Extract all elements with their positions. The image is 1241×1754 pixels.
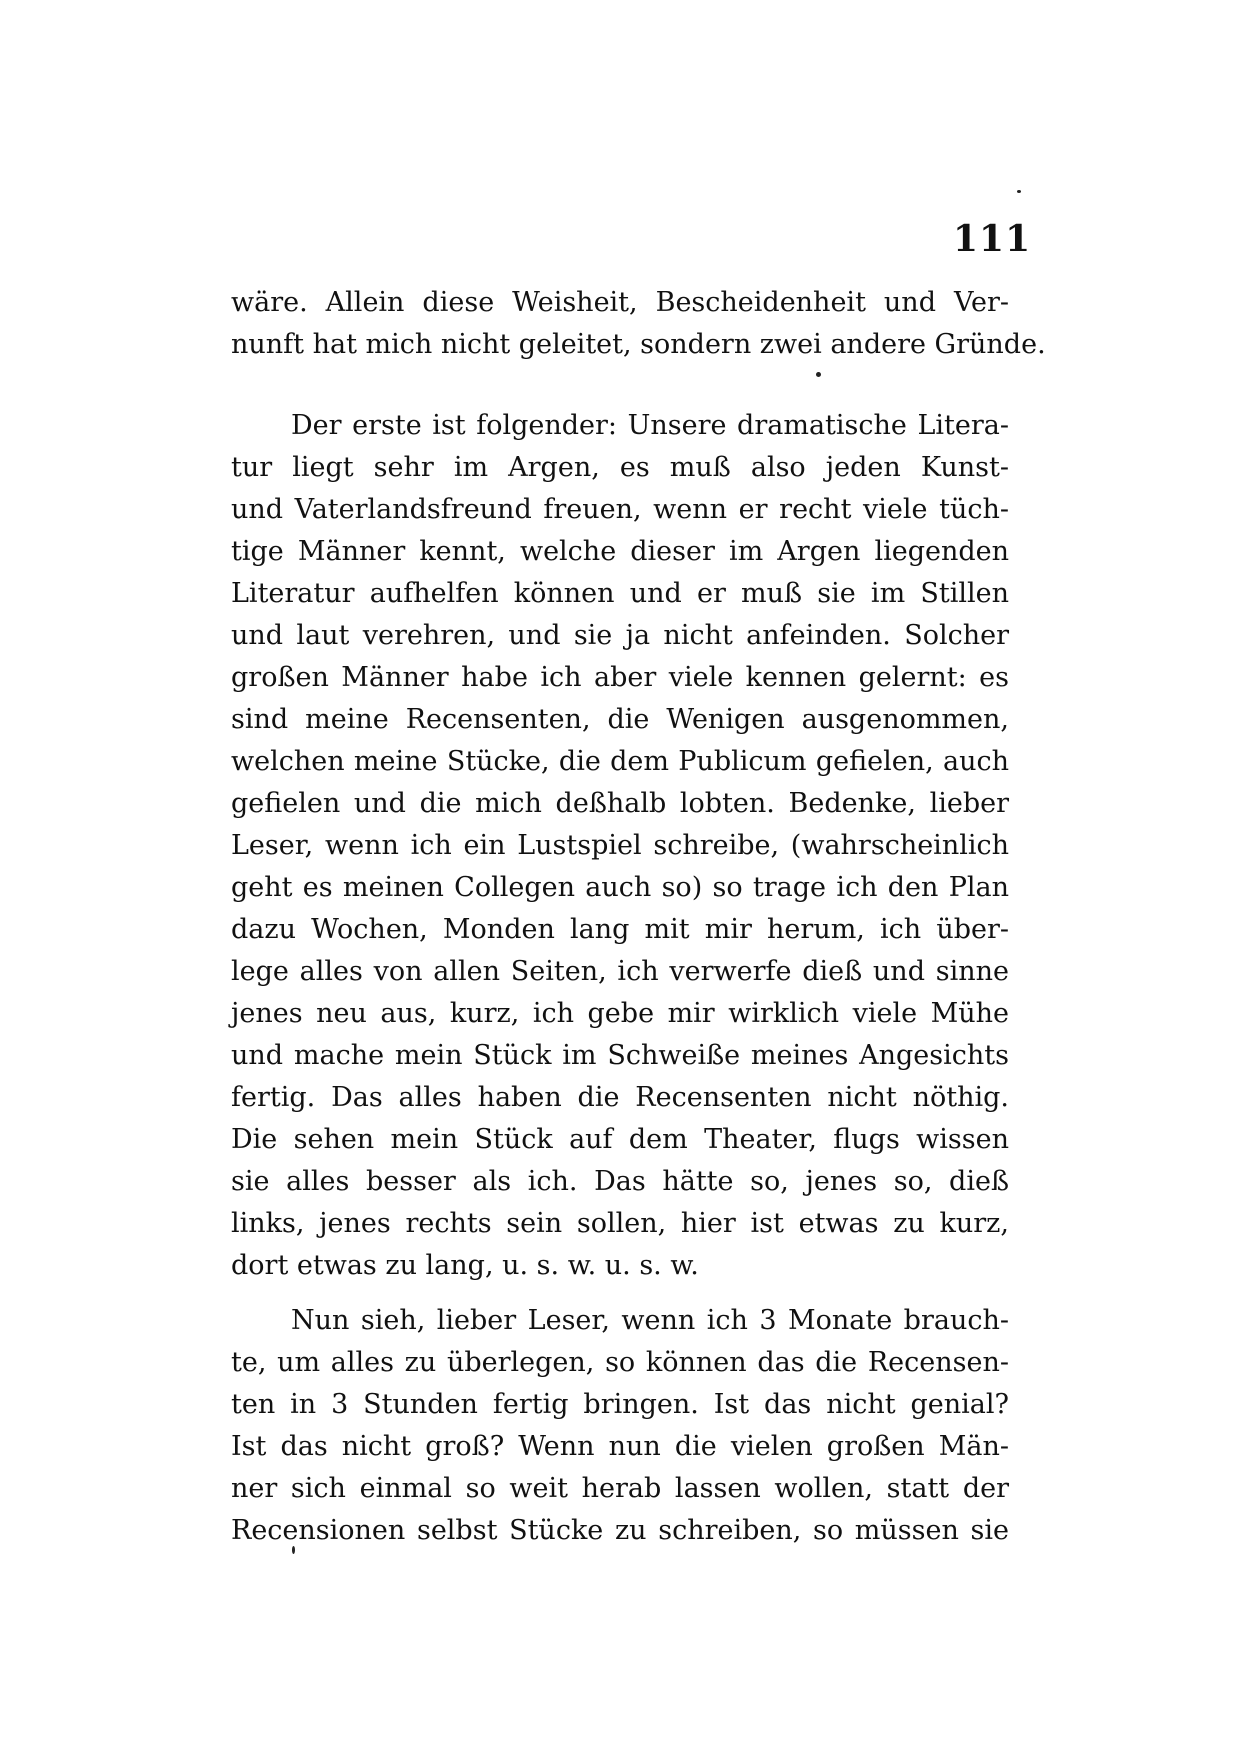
text-line: lege alles von allen Seiten, ich verwerfe dieß und sinne [231, 956, 1009, 987]
text-line: dort etwas zu lang, u. s. w. u. s. w. [231, 1250, 699, 1281]
text-line: dazu Wochen, Monden lang mit mir herum, ich über- [231, 914, 1009, 945]
text-line: Der erste ist folgender: Unsere dramatische Litera- [291, 410, 1009, 441]
text-line: Nun sieh, lieber Leser, wenn ich 3 Monate brauch- [291, 1305, 1009, 1336]
text-line: welchen meine Stücke, die dem Publicum gefielen, auch [231, 746, 1009, 777]
text-line: te, um alles zu überlegen, so können das die Recensen- [231, 1347, 1009, 1378]
text-line: Leser, wenn ich ein Lustspiel schreibe, (wahrscheinlich [231, 830, 1009, 861]
paragraph-3 [231, 1300, 1009, 1552]
text-line: tur liegt sehr im Argen, es muß also jeden Kunst- [231, 452, 1009, 483]
text-line: nunft hat mich nicht geleitet, sondern zwei andere Gründe. [231, 329, 1046, 360]
text-line: sind meine Recensenten, die Wenigen ausgenommen, [231, 704, 1009, 735]
text-line: ten in 3 Stunden fertig bringen. Ist das nicht genial? [231, 1389, 1009, 1420]
text-line: fertig. Das alles haben die Recensenten nicht nöthig. [231, 1082, 1009, 1113]
text-line: gefielen und die mich deßhalb lobten. Bedenke, lieber [231, 788, 1009, 819]
text-line: großen Männer habe ich aber viele kennen gelernt: es [231, 662, 1009, 693]
page-number: 111 [953, 218, 1032, 260]
text-line: Die sehen mein Stück auf dem Theater, flugs wissen [231, 1124, 1009, 1155]
scan-speck [292, 1546, 295, 1554]
text-line: Recensionen selbst Stücke zu schreiben, so müssen sie [231, 1515, 1009, 1546]
paragraph-2 [231, 405, 1009, 1287]
text-line: und mache mein Stück im Schweiße meines Angesichts [231, 1040, 1009, 1071]
text-line: links, jenes rechts sein sollen, hier ist etwas zu kurz, [231, 1208, 1009, 1239]
text-line: geht es meinen Collegen auch so) so trage ich den Plan [231, 872, 1009, 903]
scan-speck [1017, 190, 1021, 193]
paragraph-1 [231, 282, 1046, 366]
text-line: und Vaterlandsfreund freuen, wenn er recht viele tüch- [231, 494, 1009, 525]
text-line: wäre. Allein diese Weisheit, Bescheidenheit und Ver- [231, 287, 1009, 318]
text-line: jenes neu aus, kurz, ich gebe mir wirklich viele Mühe [231, 998, 1009, 1029]
text-line: Ist das nicht groß? Wenn nun die vielen großen Män- [231, 1431, 1009, 1462]
text-line: und laut verehren, und sie ja nicht anfeinden. Solcher [231, 620, 1009, 651]
text-line: sie alles besser als ich. Das hätte so, jenes so, dieß [231, 1166, 1009, 1197]
scan-speck [816, 372, 821, 377]
text-line: ner sich einmal so weit herab lassen wollen, statt der [231, 1473, 1009, 1504]
text-line: tige Männer kennt, welche dieser im Argen liegenden [231, 536, 1009, 567]
text-line: Literatur aufhelfen können und er muß sie im Stillen [231, 578, 1009, 609]
